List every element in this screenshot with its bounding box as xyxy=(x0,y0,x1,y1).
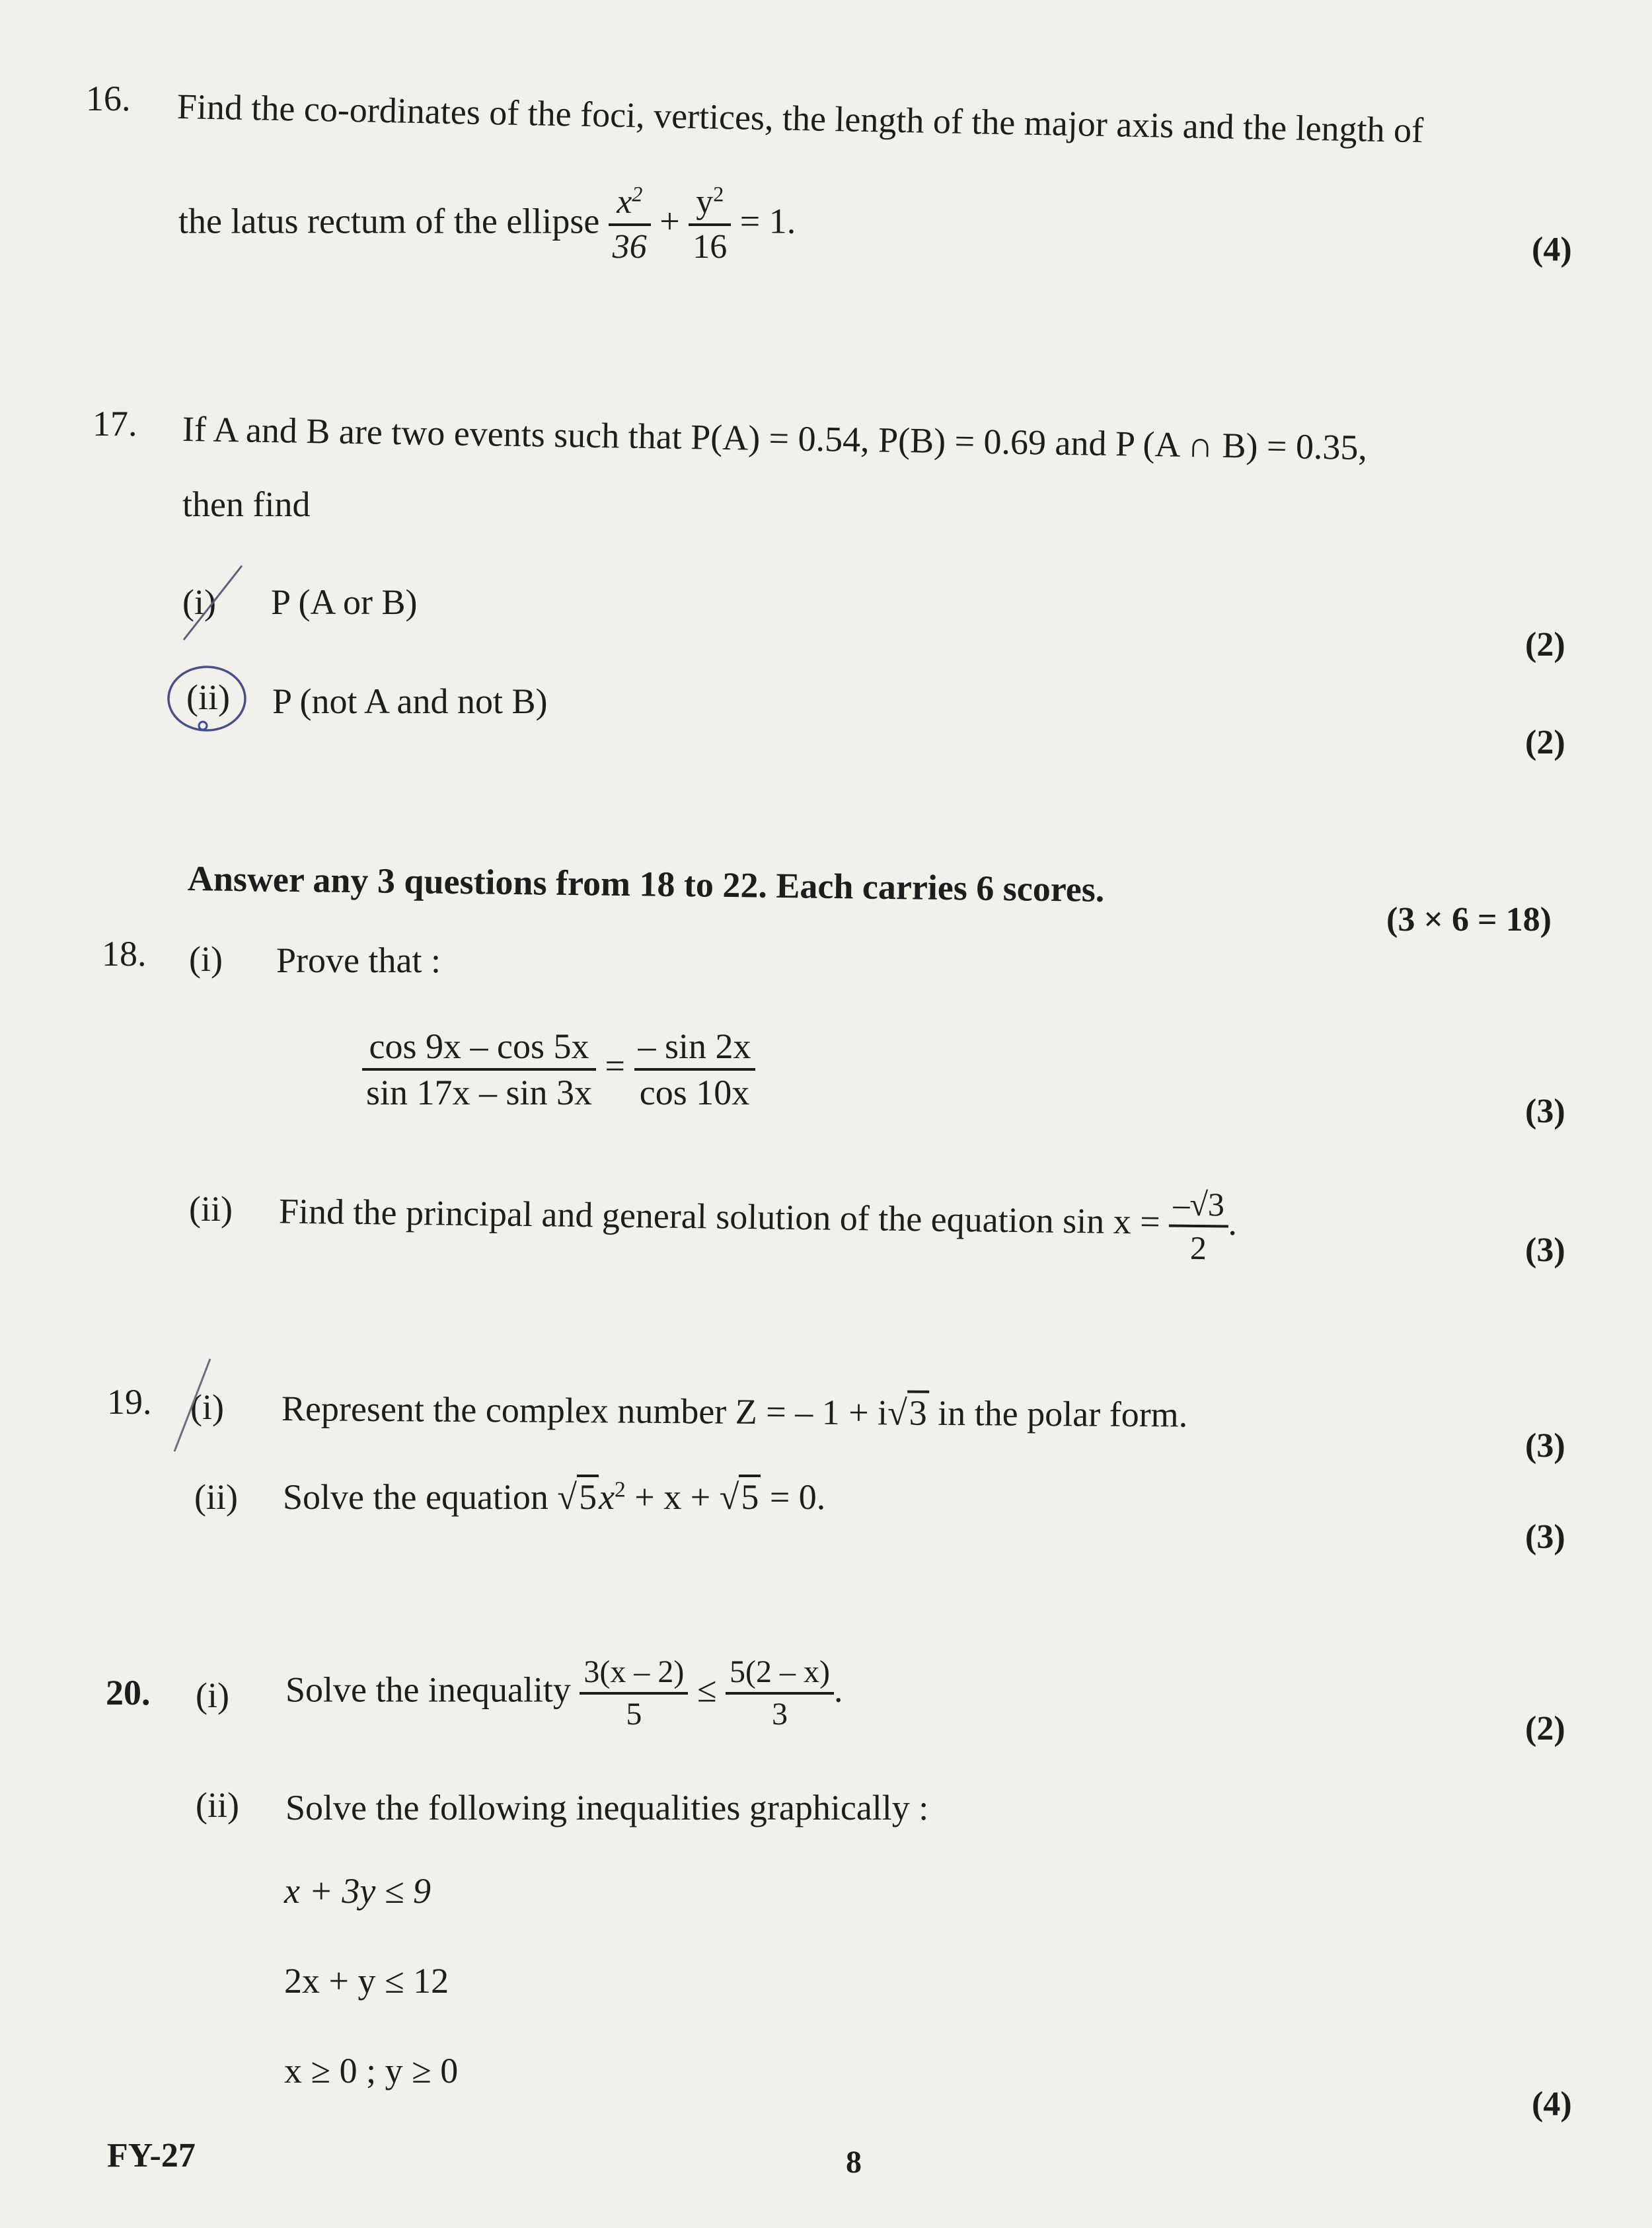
q19-number: 19. xyxy=(107,1382,152,1422)
q18-number: 18. xyxy=(102,934,147,974)
sqrt-symbol: √5 xyxy=(720,1477,761,1517)
q18-part2-label: (ii) xyxy=(189,1189,233,1229)
q20-part2-text: Solve the following inequalities graphically : xyxy=(285,1788,929,1827)
q17-line1: If A and B are two events such that P(A) = 0.54, P(B) = 0.69 and P (A ∩ B) = 0.35, xyxy=(182,409,1368,468)
q18-rhs-fraction: $\frac{- \sin 2x}{\cos 10x}$ xyxy=(634,1028,755,1110)
q19-part2-marks: (3) xyxy=(1525,1518,1565,1556)
q18-part2-line: Find the principal and general solution of the equation sin x = $\frac{-√3}{2}$ . xyxy=(278,1185,1238,1267)
q17-part2-marks: (2) xyxy=(1525,724,1565,761)
footer-code: FY-27 xyxy=(107,2137,196,2174)
q16-frac-x: $\frac{x^2}{36}$ xyxy=(609,185,651,264)
q18-part1-label: (i) xyxy=(189,939,223,979)
pen-circle-mark xyxy=(162,661,254,740)
q20-inequality-1: x + 3y ≤ 9 xyxy=(284,1871,432,1911)
q16-line1: Find the co-ordinates of the foci, vertices, the length of the major axis and the length of xyxy=(176,87,1424,151)
q16-line2-text: the latus rectum of the ellipse xyxy=(178,201,600,241)
section-instruction: Answer any 3 questions from 18 to 22. Each carries 6 scores. xyxy=(187,859,1105,909)
section-marks: (3 × 6 = 18) xyxy=(1386,901,1552,939)
q18-part2-marks: (3) xyxy=(1525,1231,1565,1269)
q20-part1-marks: (2) xyxy=(1525,1710,1565,1748)
q18-part1-text: Prove that : xyxy=(276,941,441,980)
q17-part1-label: (i) xyxy=(182,582,216,622)
q19-part2-line: Solve the equation $√5x^2 + x + √5 = 0$. xyxy=(283,1477,825,1517)
q20-part1-label: (i) xyxy=(196,1675,229,1715)
q16-number: 16. xyxy=(86,79,131,118)
sqrt-symbol: √5 xyxy=(557,1477,599,1517)
pen-tick-mark xyxy=(178,562,251,648)
q20-part2-marks: (4) xyxy=(1532,2085,1572,2123)
q18-part2-fraction: $\frac{-√3}{2}$ xyxy=(1168,1187,1228,1264)
q18-identity: $\frac{\cos 9x - \cos 5x}{\sin 17x - \sin 3x}$ = $\frac{- \sin 2x}{\cos 10x}$ xyxy=(362,1028,755,1110)
q20-lhs-fraction: $\frac{3(x - 2)}{5}$ xyxy=(580,1656,688,1730)
q19-part2-label: (ii) xyxy=(194,1477,238,1517)
q20-rhs-fraction: $\frac{5(2 - x)}{3}$ xyxy=(726,1656,834,1730)
q17-number: 17. xyxy=(93,404,137,443)
q16-frac-y: $\frac{y^2}{16}$ xyxy=(689,185,731,264)
q16-marks: (4) xyxy=(1532,231,1572,268)
q17-line2: then find xyxy=(182,484,311,524)
q20-part1-line: Solve the inequality $\frac{3(x - 2)}{5}$ ≤ $\frac{5(2 - x)}{3}$ . xyxy=(285,1654,843,1732)
q17-part1-text: P (A or B) xyxy=(271,582,418,622)
q20-inequality-2: 2x + y ≤ 12 xyxy=(284,1961,449,2001)
q16-line2: the latus rectum of the ellipse $\frac{x^2}{36}$ + $\frac{y^2}{16}$ = 1. xyxy=(178,182,796,266)
pen-stroke-mark xyxy=(170,1355,223,1454)
q19-part1-marks: (3) xyxy=(1525,1427,1565,1465)
q20-inequality-3: x ≥ 0 ; y ≥ 0 xyxy=(284,2051,459,2091)
q20-number: 20. xyxy=(106,1673,151,1712)
q17-part2-label: (ii) xyxy=(186,677,230,717)
page-number: 8 xyxy=(846,2145,862,2180)
sqrt-symbol: √3 xyxy=(887,1392,929,1433)
q19-part1-line: Represent the complex number Z = – 1 + i√3 in the polar form. xyxy=(281,1389,1188,1435)
q18-lhs-fraction: $\frac{\cos 9x - \cos 5x}{\sin 17x - \sin 3x}$ xyxy=(362,1028,596,1110)
q19-part1-label: (i) xyxy=(190,1387,224,1427)
q18-part1-marks: (3) xyxy=(1525,1093,1565,1130)
q20-part2-label: (ii) xyxy=(196,1785,239,1825)
q17-part2-text: P (not A and not B) xyxy=(272,681,548,721)
q17-part1-marks: (2) xyxy=(1525,626,1565,664)
